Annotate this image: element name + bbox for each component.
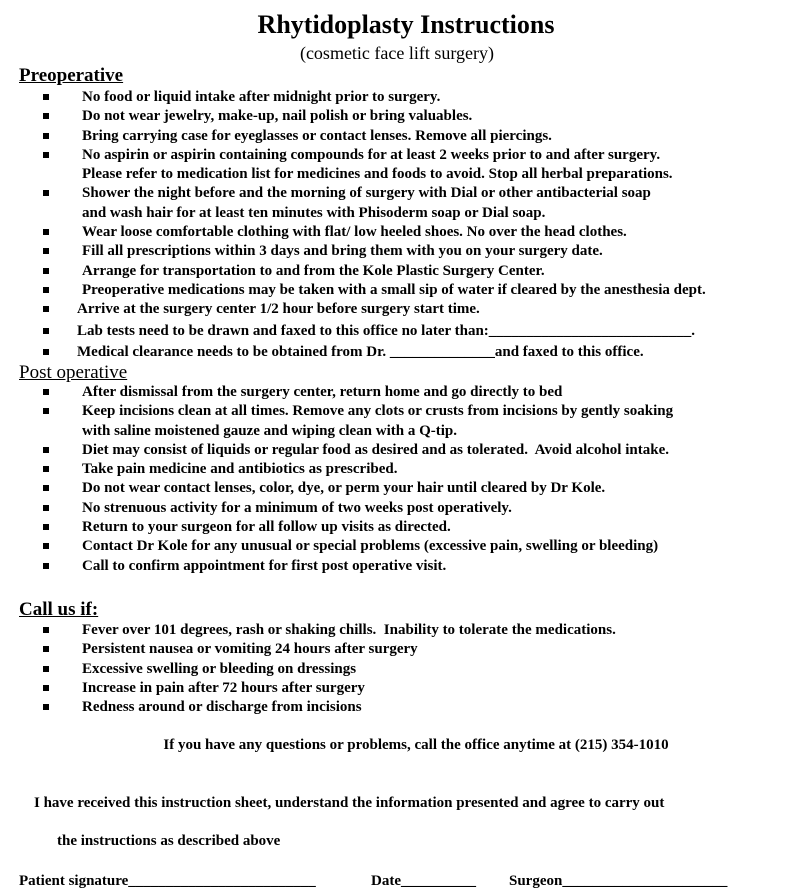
bullet-icon [43,524,49,530]
list-item [0,127,800,146]
list-item-text: Keep incisions clean at all times. Remove any clots or crusts from incisions by gently soaking [82,403,674,420]
date-field[interactable]: Date__________ [371,873,476,889]
list-item-continuation: with saline moistened gauze and wiping clean with a Q-tip. [82,422,458,439]
list-item [0,383,800,402]
contact-phone-line: If you have any questions or problems, call the office anytime at (215) 354-1010 [163,737,669,753]
list-item-text: Do not wear jewelry, make-up, nail polish or bring valuables. [82,108,473,125]
list-item [0,322,800,341]
bullet-icon [43,94,49,100]
bullet-icon [43,152,49,158]
list-item [0,679,800,698]
medical-clearance-doctor-field[interactable]: Medical clearance needs to be obtained from Dr. ______________and faxed to this office. [77,343,644,360]
bullet-icon [43,190,49,196]
list-item [0,262,800,281]
bullet-icon [43,113,49,119]
list-item-continuation: Please refer to medication list for medicines and foods to avoid. Stop all herbal preparations. [82,166,673,183]
bullet-icon [43,408,49,414]
list-item [0,88,800,107]
bullet-icon [43,543,49,549]
bullet-icon [43,505,49,511]
bullet-icon [43,466,49,472]
bullet-icon [43,704,49,710]
postoperative-list [0,383,800,576]
list-item-text: Increase in pain after 72 hours after surgery [82,679,365,696]
list-item [0,281,800,300]
list-item-text: Arrange for transportation to and from the Kole Plastic Surgery Center. [82,262,545,279]
bullet-icon [43,666,49,672]
bullet-icon [43,563,49,569]
list-item [0,537,800,556]
list-item [0,242,800,261]
list-item-text: Preoperative medications may be taken with a small sip of water if cleared by the anesthesia dept. [82,281,706,298]
bullet-icon [43,349,49,355]
list-item-text: Contact Dr Kole for any unusual or special problems (excessive pain, swelling or bleeding) [82,538,659,555]
bullet-icon [43,229,49,235]
bullet-icon [43,646,49,652]
list-item [0,698,800,717]
list-item [0,343,800,362]
bullet-icon [43,328,49,334]
bullet-icon [43,287,49,293]
bullet-icon [43,268,49,274]
lab-tests-deadline-field[interactable]: Lab tests need to be drawn and faxed to this office no later than:___________________________. [77,322,696,339]
list-item-text: Arrive at the surgery center 1/2 hour before surgery start time. [77,301,480,318]
list-item [0,518,800,537]
list-item-text: Fill all prescriptions within 3 days and bring them with you on your surgery date. [82,243,603,260]
list-item [0,184,800,223]
list-item [0,441,800,460]
list-item-text: Persistent nausea or vomiting 24 hours after surgery [82,641,418,658]
preoperative-list [0,88,800,362]
section-heading-preoperative: Preoperative [19,65,124,86]
list-item-text: Diet may consist of liquids or regular food as desired and as tolerated. Avoid alcohol intake. [82,441,669,458]
list-item-text: No food or liquid intake after midnight prior to surgery. [82,89,441,105]
bullet-icon [43,447,49,453]
call-us-list [0,621,800,717]
document-subtitle: (cosmetic face lift surgery) [299,43,495,63]
list-item-text: No aspirin or aspirin containing compounds for at least 2 weeks prior to and after surgery. [82,146,661,163]
bullet-icon [43,389,49,395]
list-item-text: After dismissal from the surgery center, return home and go directly to bed [82,384,563,400]
bullet-icon [43,627,49,633]
bullet-icon [43,485,49,491]
list-item [0,402,800,441]
list-item-text: Redness around or discharge from incisions [82,699,362,716]
list-item-text: Fever over 101 degrees, rash or shaking chills. Inability to tolerate the medications. [82,622,616,638]
list-item-text: Call to confirm appointment for first post operative visit. [82,557,447,574]
list-item [0,660,800,679]
list-item [0,621,800,640]
list-item-text: Return to your surgeon for all follow up visits as directed. [82,519,451,536]
list-item [0,479,800,498]
list-item [0,146,800,185]
list-item [0,460,800,479]
list-item-text: No strenuous activity for a minimum of two weeks post operatively. [82,499,512,516]
list-item [0,557,800,576]
acknowledgement-line-1: I have received this instruction sheet, understand the information presented and agree to carry out [34,795,665,811]
surgeon-signature-field[interactable]: Surgeon______________________ [509,873,728,889]
list-item [0,640,800,659]
list-item-text: Do not wear contact lenses, color, dye, or perm your hair until cleared by Dr Kole. [82,480,606,497]
list-item-text: Bring carrying case for eyeglasses or contact lenses. Remove all piercings. [82,127,552,144]
list-item [0,107,800,126]
bullet-icon [43,685,49,691]
document-title: Rhytidoplasty Instructions [257,10,555,39]
section-heading-postoperative: Post operative [19,362,128,383]
acknowledgement-line-2: the instructions as described above [57,833,281,849]
list-item-text: Shower the night before and the morning of surgery with Dial or other antibacterial soap [82,185,651,202]
list-item [0,499,800,518]
section-heading-call-us: Call us if: [19,599,99,620]
bullet-icon [43,306,49,312]
list-item [0,223,800,242]
list-item-text: Excessive swelling or bleeding on dressings [82,660,357,677]
bullet-icon [43,248,49,254]
patient-signature-field[interactable]: Patient signature_________________________ [19,873,316,889]
list-item-text: Take pain medicine and antibiotics as prescribed. [82,461,398,478]
list-item-continuation: and wash hair for at least ten minutes with Phisoderm soap or Dial soap. [82,204,546,221]
bullet-icon [43,133,49,139]
list-item-text: Wear loose comfortable clothing with flat/ low heeled shoes. No over the head clothes. [82,224,627,241]
list-item [0,300,800,319]
